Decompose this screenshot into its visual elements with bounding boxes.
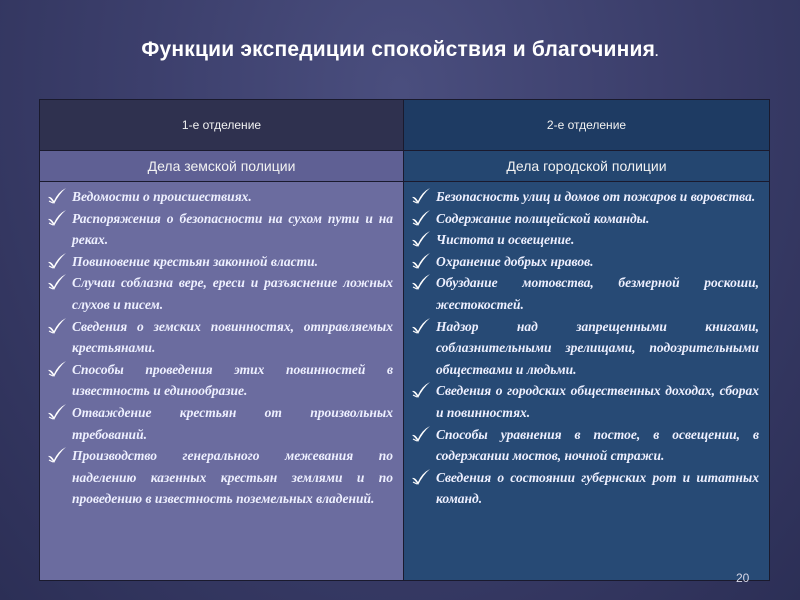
list-item — [72, 251, 393, 273]
column-header-second-department: 2-е отделение — [404, 100, 769, 151]
checkmark-icon — [46, 317, 68, 335]
column-header-first-department: 1-е отделение — [40, 100, 403, 151]
list-item-text: Сведения о состоянии губернских рот и штатных команд. — [436, 469, 759, 507]
list-item-text: Надзор над запрещенными книгами, соблазнительными зрелищами, подозрительными обществами и людьми. — [436, 318, 759, 377]
list-item-text: Безопасность улиц и домов от пожаров и воровства. — [436, 189, 756, 204]
checkmark-icon — [46, 187, 68, 205]
slide-title-text: Функции экспедиции спокойствия и благочиния — [141, 38, 656, 61]
list-item — [436, 186, 759, 208]
city-police-duties-list — [404, 182, 769, 510]
list-item-text: Содержание полицейской команды. — [436, 210, 650, 226]
list-item-text: Сведения о городских общественных доходах, сборах и повинностях. — [436, 383, 759, 420]
list-item-text: Производство генерального межевания по наделению казенных крестьян землями и по проведению в известность поземельных владений. — [72, 448, 393, 507]
page-number: 20 — [736, 571, 750, 585]
list-item — [436, 424, 759, 467]
rural-police-duties-list — [40, 182, 403, 510]
list-item-text: Чистота и освещение. — [436, 232, 575, 248]
list-item-text: Отваждение крестьян от произвольных требований. — [72, 404, 393, 442]
checkmark-icon — [410, 187, 432, 205]
list-item — [436, 251, 759, 273]
column-subheader-city-police: Дела городской полиции — [404, 151, 769, 182]
list-item-text: Сведения о земских повинностях, отправляемых крестьянами. — [72, 318, 393, 356]
list-item-text: Повиновение крестьян законной власти. — [72, 253, 318, 269]
slide-title-dot: . — [655, 45, 659, 59]
checkmark-icon — [410, 230, 432, 248]
column-first-department — [40, 100, 404, 580]
checkmark-icon — [410, 209, 432, 227]
list-item — [72, 208, 393, 251]
comparison-table — [39, 99, 770, 581]
checkmark-icon — [46, 252, 68, 270]
list-item — [72, 402, 393, 445]
checkmark-icon — [46, 209, 68, 227]
checkmark-icon — [410, 468, 432, 486]
list-item — [436, 467, 759, 510]
list-item — [436, 208, 759, 230]
checkmark-icon — [410, 317, 432, 335]
checkmark-icon — [46, 403, 68, 421]
list-item-text: Случаи соблазна вере, ереси и разъяснение ложных слухов и писем. — [72, 275, 393, 312]
list-item-text: Способы проведения этих повинностей в известность и единообразие. — [72, 361, 393, 399]
list-item — [72, 186, 393, 208]
checkmark-icon — [410, 425, 432, 443]
checkmark-icon — [46, 360, 68, 378]
list-item — [436, 380, 759, 423]
checkmark-icon — [410, 381, 432, 399]
list-item-text: Обуздание мотовства, безмерной роскоши, жестокостей. — [436, 275, 759, 312]
list-item — [72, 359, 393, 402]
list-item — [436, 229, 759, 251]
list-item — [436, 272, 759, 315]
list-item-text: Распоряжения о безопасности на сухом пути и на реках. — [72, 210, 393, 248]
checkmark-icon — [46, 273, 68, 291]
list-item — [72, 272, 393, 315]
slide-title — [0, 38, 800, 62]
list-item-text: Охранение добрых нравов. — [436, 253, 594, 269]
column-subheader-rural-police: Дела земской полиции — [40, 151, 403, 182]
list-item — [72, 445, 393, 510]
checkmark-icon — [410, 273, 432, 291]
checkmark-icon — [410, 252, 432, 270]
column-second-department — [404, 100, 769, 580]
checkmark-icon — [46, 446, 68, 464]
list-item — [72, 316, 393, 359]
list-item-text: Ведомости о происшествиях. — [72, 189, 252, 204]
list-item-text: Способы уравнения в постое, в освещении, в содержании мостов, ночной стражи. — [436, 426, 759, 464]
list-item — [436, 316, 759, 381]
